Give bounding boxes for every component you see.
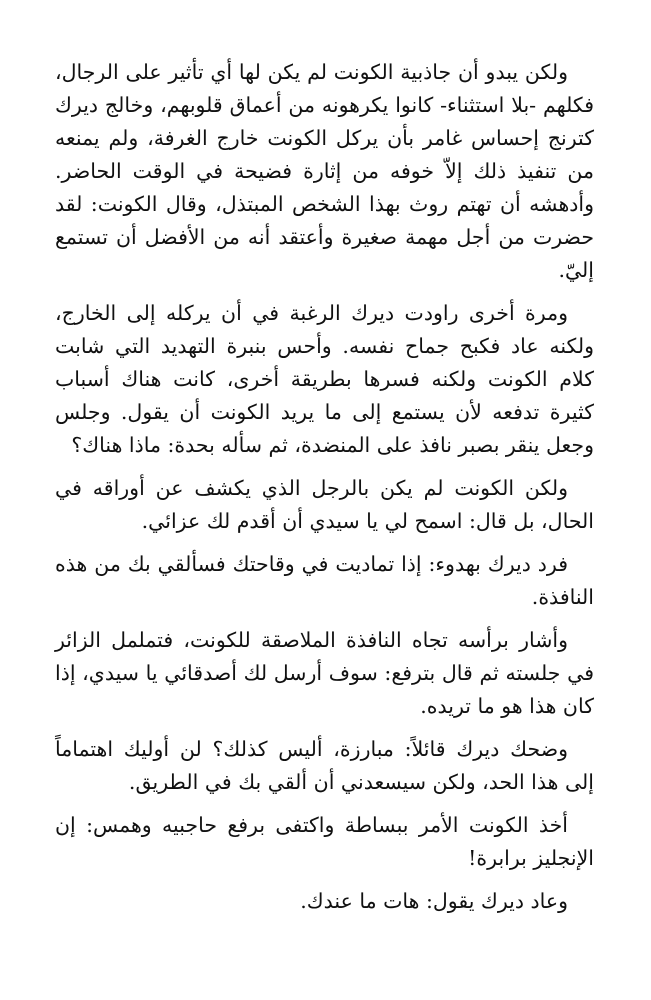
paragraph-4: فرد ديرك بهدوء: إذا تماديت في وقاحتك فسألقي بك من هذه النافذة.	[55, 552, 594, 609]
paragraph-2: ومرة أخرى راودت ديرك الرغبة في أن يركله إلى الخارج، ولكنه عاد فكبح جماح نفسه. وأحس بنبرة التهديد التي شابت كلام الكونت ولكنه فسرها بطريقة أخرى، كانت هناك أسباب كثيرة تدفعه لأن يستمع إلى ما يريد الكونت أن يقول. وجلس وجعل ينقر بصبر نافذ على المنضدة، ثم سأله بحدة: ماذا هناك؟	[55, 301, 594, 457]
paragraph-6: وضحك ديرك قائلاً: مبارزة، أليس كذلك؟ لن أوليك اهتماماً إلى هذا الحد، ولكن سيسعدني أن ألقي بك في الطريق.	[55, 737, 594, 794]
paragraph-7: أخذ الكونت الأمر ببساطة واكتفى برفع حاجبيه وهمس: إن الإنجليز برابرة!	[55, 813, 594, 870]
paragraph-5: وأشار برأسه تجاه النافذة الملاصقة للكونت، فتململ الزائر في جلسته ثم قال بترفع: سوف أرسل لك أصدقائي يا سيدي، إذا كان هذا هو ما تريده.	[55, 628, 594, 718]
paragraph-1: ولكن يبدو أن جاذبية الكونت لم يكن لها أي تأثير على الرجال، فكلهم -بلا استثناء- كانوا يكرهونه من أعماق قلوبهم، وخالج ديرك كترنج إحساس غامر بأن يركل الكونت خارج الغرفة، ولم يمنعه من تنفيذ ذلك إلاّ خوفه من إثارة فضيحة في الوقت الحاضر. وأدهشه أن تهتم روث بهذا الشخص المبتذل، وقال الكونت: لقد حضرت من أجل مهمة صغيرة وأعتقد أنه من الأفضل أن تستمع إليّ.	[55, 60, 594, 282]
paragraph-3: ولكن الكونت لم يكن بالرجل الذي يكشف عن أوراقه في الحال، بل قال: اسمح لي يا سيدي أن أقدم لك عزائي.	[55, 476, 594, 533]
paragraph-8: وعاد ديرك يقول: هات ما عندك.	[300, 889, 568, 913]
